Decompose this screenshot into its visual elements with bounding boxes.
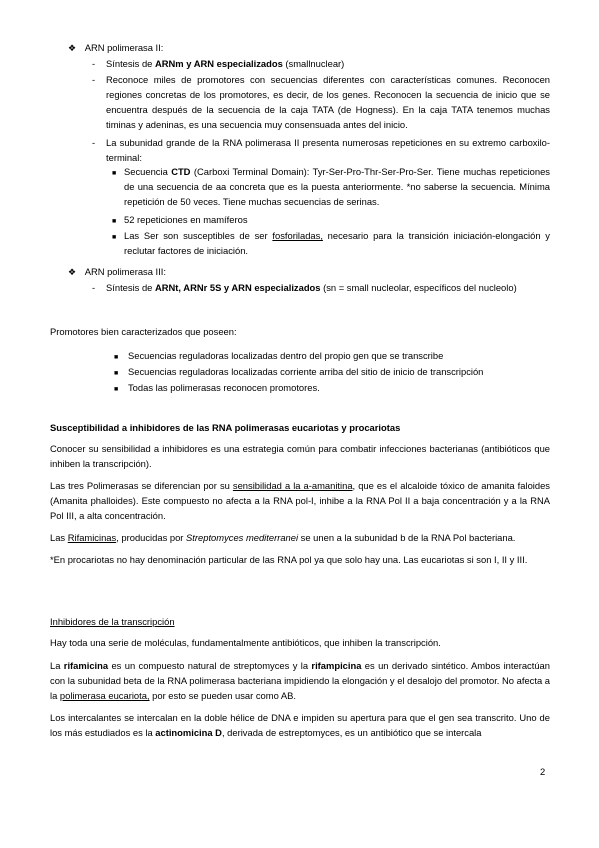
inhibidores-p2: La rifamicina es un compuesto natural de streptomyces y la rifampicina es un derivado sintético. Ambos interactúan con la subunidad beta de la RNA polimerasa bacteriana impidiendo la elongación y el desalojo del promotor. No afecta a la polimerasa eucariota, por esto se pueden usar como AB. xyxy=(50,660,550,701)
dash-icon: - xyxy=(92,58,96,69)
pol2-item-2: Reconoce miles de promotores con secuencias diferentes con características comunes. Reconocen regiones concretas de los promotores, es decir, de los genes. Reconocen la secuencia de inicio que se encuentra después de la secuencia de la caja TATA (de Hogness). En la caja TATA tenemos muchas timinas y adeninas, es una secuencia muy consensuada antes del inicio. xyxy=(106,74,550,130)
inhibidores-heading: Inhibidores de la transcripción xyxy=(50,616,175,627)
pol3-heading xyxy=(68,264,166,280)
pol3-title: ARN polimerasa III: xyxy=(84,266,166,277)
promotores-item-1: Secuencias reguladoras localizadas dentro del propio gen que se transcribe xyxy=(128,350,444,361)
square-bullet-icon: ■ xyxy=(112,234,117,241)
dash-icon: - xyxy=(92,74,96,85)
inhibidores-p3: Los intercalantes se intercalan en la doble hélice de DNA e impiden su apertura para que el gen sea transcrito. Uno de los más estudiados es la actinomicina D, derivada de estreptomyces, es un antibiótico que se intercala xyxy=(50,712,550,738)
pol2-sub-3: Las Ser son susceptibles de ser fosforiladas, necesario para la transición iniciación-elongación y reclutar factores de iniciación. xyxy=(124,230,550,256)
page-number: 2 xyxy=(540,766,546,777)
pol2-heading xyxy=(68,40,163,56)
diamond-bullet-icon: ❖ xyxy=(68,267,77,277)
susceptibilidad-p2: Las tres Polimerasas se diferencian por su sensibilidad a la a-amanitina, que es el alcaloide tóxico de amanita faloides (Amanita phalloides). Este compuesto no afecta a la RNA pol-I, inhibe a la RNA Pol II a baja concentración y a la RNA Pol III, a alta concentración. xyxy=(50,480,550,521)
promotores-item-2: Secuencias reguladoras localizadas corriente arriba del sitio de inicio de transcripción xyxy=(128,366,484,377)
square-bullet-icon: ■ xyxy=(114,386,119,393)
susceptibilidad-heading: Susceptibilidad a inhibidores de las RNA polimerasas eucariotas y procariotas xyxy=(50,422,401,433)
diamond-bullet-icon: ❖ xyxy=(68,43,77,53)
pol2-sub-1: Secuencia CTD (Carboxi Terminal Domain): Tyr-Ser-Pro-Thr-Ser-Pro-Ser. Tiene muchas repeticiones de una secuencia de aa concreta que es la puesta anteriormente. *no saberse la secuencia. Mínima repetición de 50 veces. Tiene muchas secuencias de serinas. xyxy=(124,166,550,207)
square-bullet-icon: ■ xyxy=(112,218,117,225)
pol2-title: ARN polimerasa II: xyxy=(84,42,164,53)
dash-icon: - xyxy=(92,282,96,293)
inhibidores-p1: Hay toda una serie de moléculas, fundamentalmente antibióticos, que inhiben la transcripción. xyxy=(50,637,441,648)
promotores-intro: Promotores bien caracterizados que poseen: xyxy=(50,326,237,337)
pol2-sub-2: 52 repeticiones en mamíferos xyxy=(124,214,248,225)
susceptibilidad-p3: Las Rifamicinas, producidas por Streptomyces mediterranei se unen a la subunidad b de la RNA Pol bacteriana. xyxy=(50,532,516,543)
square-bullet-icon: ■ xyxy=(112,170,117,177)
square-bullet-icon: ■ xyxy=(114,354,119,361)
promotores-item-3: Todas las polimerasas reconocen promotores. xyxy=(128,382,320,393)
pol2-item-1: Síntesis de ARNm y ARN especializados (smallnuclear) xyxy=(106,58,345,69)
pol3-item-1: Síntesis de ARNt, ARNr 5S y ARN especializados (sn = small nucleolar, específicos del nucleolo) xyxy=(106,282,517,293)
dash-icon: - xyxy=(92,137,96,148)
susceptibilidad-p1: Conocer su sensibilidad a inhibidores es una estrategia común para combatir infecciones bacterianas (antibióticos que inhiben la transcripción). xyxy=(50,443,550,469)
square-bullet-icon: ■ xyxy=(114,370,119,377)
susceptibilidad-p4: *En procariotas no hay denominación particular de las RNA pol ya que solo hay una. Las eucariotas si son I, II y III. xyxy=(50,554,528,565)
pol2-item-3: La subunidad grande de la RNA polimerasa II presenta numerosas repeticiones en su extremo carboxilo-terminal: xyxy=(106,137,550,163)
